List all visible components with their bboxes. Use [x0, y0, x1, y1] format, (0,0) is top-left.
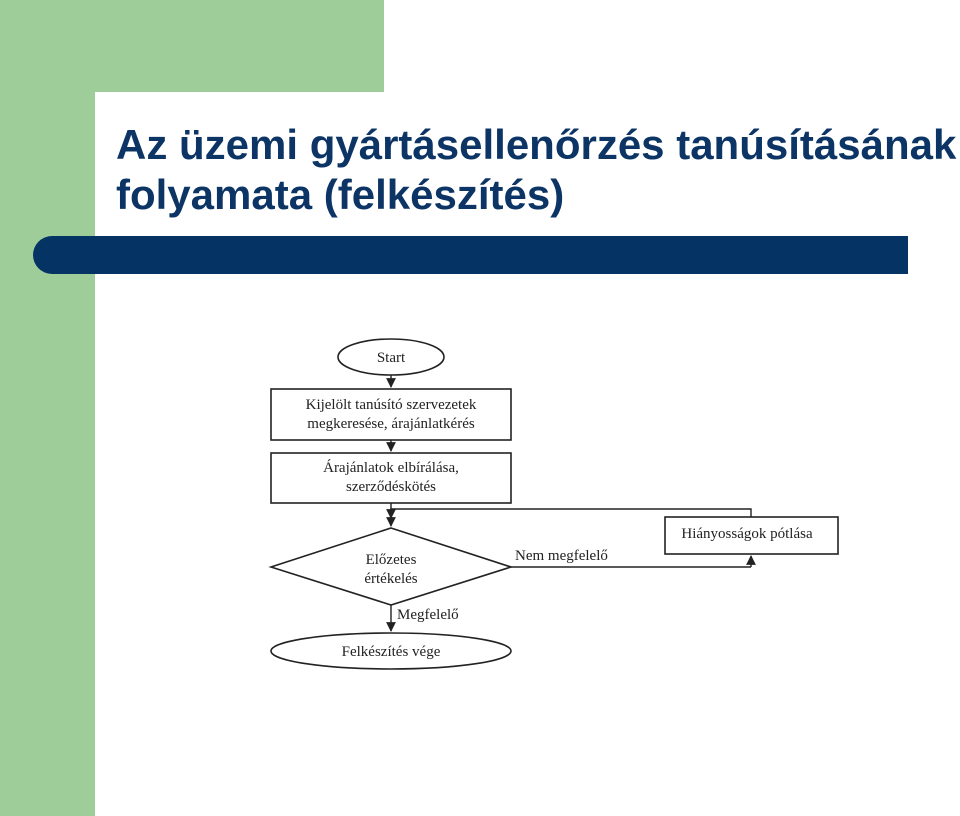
- decision-label-line-1: Előzetes: [365, 552, 417, 568]
- step2-label-line-2: szerződéskötés: [346, 479, 436, 495]
- decision-label-line-2: értékelés: [364, 571, 418, 587]
- compliant-label: Megfelelő: [397, 607, 459, 623]
- slide-title-line-2: folyamata (felkészítés): [116, 171, 565, 218]
- step2-label-line-1: Árajánlatok elbírálása,: [323, 460, 459, 476]
- start-label: Start: [376, 350, 406, 366]
- slide-title-line-1: Az üzemi gyártásellenőrzés tanúsításának: [116, 121, 957, 168]
- end-label: Felkészítés vége: [341, 644, 441, 660]
- fix-label: Hiányosságok pótlása: [681, 526, 813, 542]
- step1-label-line-1: Kijelölt tanúsító szervezetek: [305, 397, 477, 413]
- step1-label-line-2: megkeresése, árajánlatkérés: [307, 416, 475, 432]
- not-compliant-label: Nem megfelelő: [515, 548, 608, 564]
